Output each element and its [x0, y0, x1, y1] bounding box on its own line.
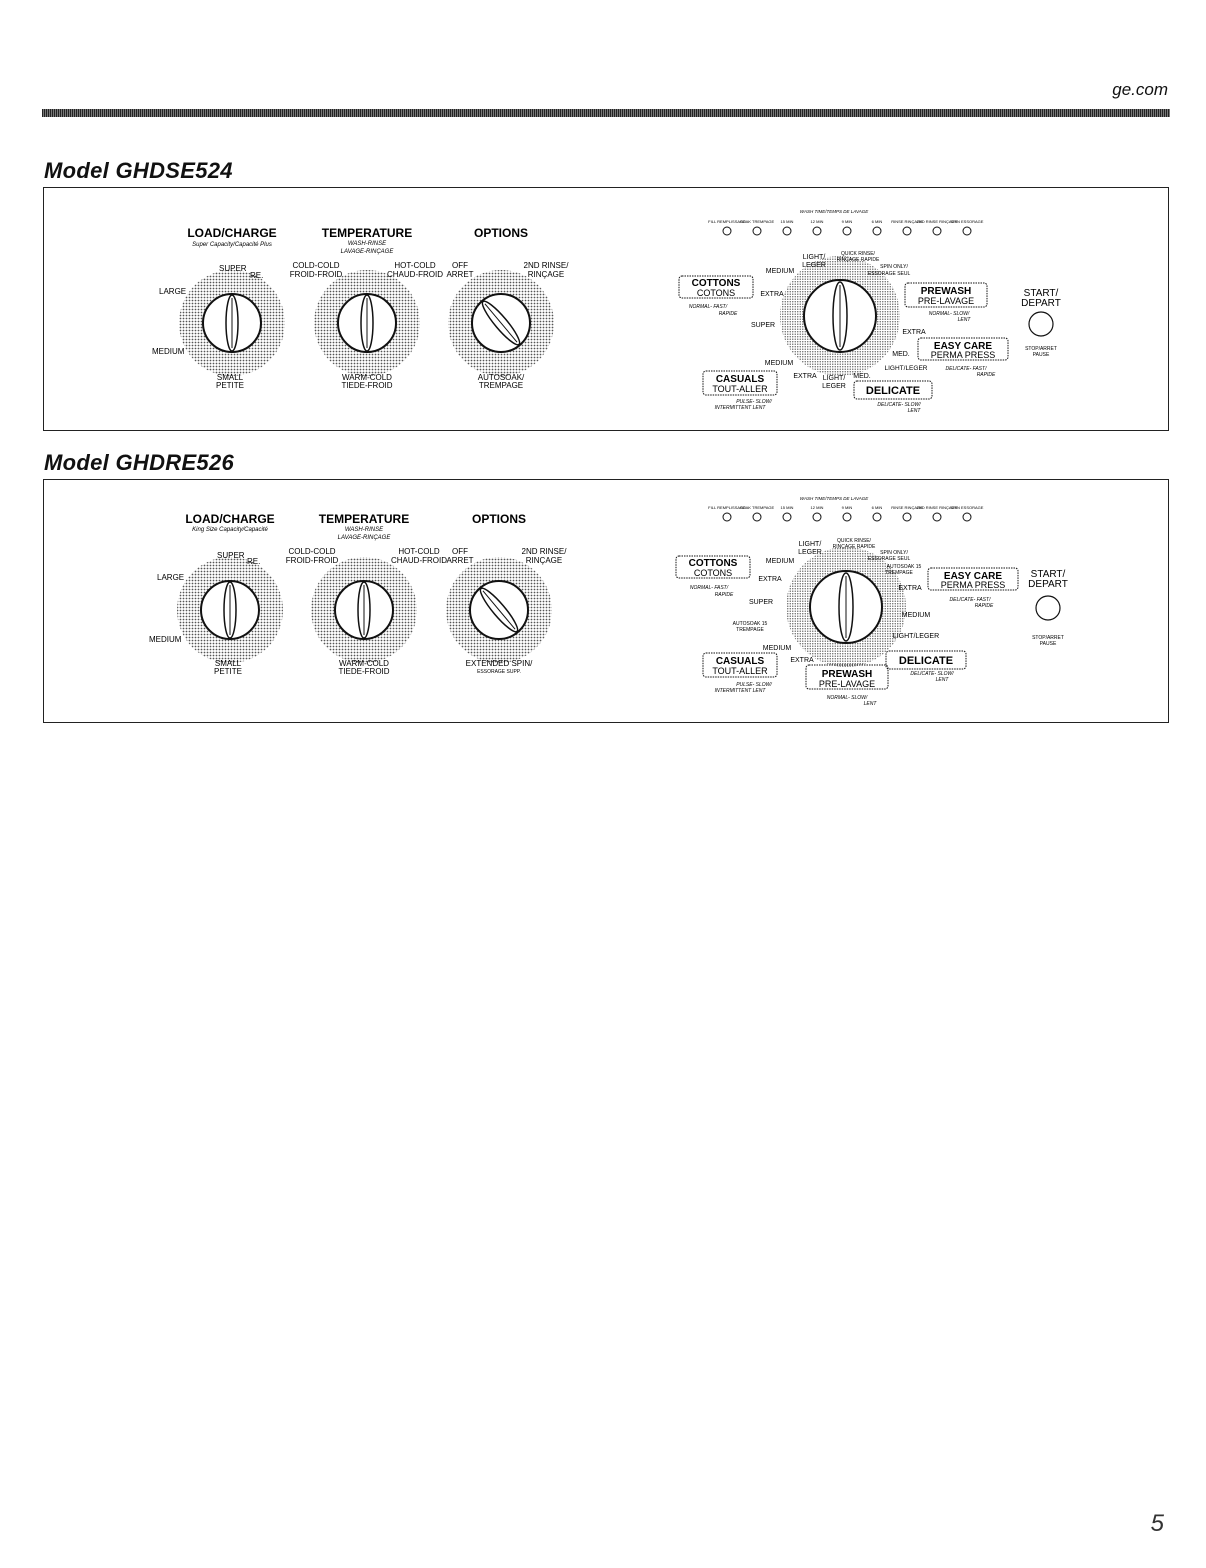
cycle-dial-group — [676, 538, 1018, 707]
cycle-leger3: LEGER — [822, 383, 846, 390]
temp-title: TEMPERATURE — [321, 226, 413, 240]
load-medium-label: MEDIUM — [152, 347, 185, 356]
start-group — [1028, 569, 1068, 647]
start-label: START/ — [1030, 569, 1066, 580]
easy-care-sub1: DELICATE- FAST/ — [949, 597, 991, 603]
delicate-sub2: LENT — [907, 408, 921, 414]
status-light — [753, 513, 761, 521]
temp-sub1: WASH-RINSE — [347, 241, 387, 247]
status-light-label: SOAK TREMPAGE — [739, 219, 775, 224]
pause-label: PAUSE — [1039, 641, 1057, 647]
temp-sub1: WASH-RINSE — [344, 527, 384, 533]
cycle-auto4: TREMPAGE — [736, 627, 764, 633]
status-light — [723, 513, 731, 521]
options-b1: AUTOSOAK/ — [477, 373, 525, 382]
status-light-label: 9 MIN — [841, 219, 853, 224]
cycle-extra: EXTRA — [758, 576, 782, 583]
options-tl2: ARRET — [446, 556, 474, 565]
stop-label: STOP/ARRET — [1032, 635, 1064, 641]
prewash-label: PREWASH — [920, 286, 972, 297]
cycle-medium: MEDIUM — [765, 268, 795, 275]
temp-b2: TIEDE-FROID — [341, 381, 393, 390]
load-title: LOAD/CHARGE — [185, 512, 275, 526]
load-medium-label: MEDIUM — [149, 635, 182, 644]
status-lights — [708, 496, 984, 521]
status-light — [933, 513, 941, 521]
prewash-label: PREWASH — [821, 669, 873, 680]
temp-tl1: COLD-COLD — [292, 261, 340, 270]
status-light — [783, 513, 791, 521]
options-tr1: 2ND RINSE/ — [523, 261, 569, 270]
status-light-label: SOAK TREMPAGE — [739, 505, 775, 510]
temp-sub2: LAVAGE-RINÇAGE — [340, 249, 394, 255]
cycle-extra3: EXTRA — [790, 657, 814, 664]
delicate-sub1: DELICATE- SLOW/ — [877, 402, 921, 408]
depart-label: DEPART — [1028, 579, 1068, 590]
options-b2: TREMPAGE — [478, 381, 524, 390]
cycle-auto1: AUTOSOAK 15 — [886, 564, 922, 570]
cotons-label: COTONS — [693, 568, 733, 578]
options-tl2: ARRET — [446, 270, 474, 279]
options-knob[interactable] — [472, 294, 530, 352]
temp-title: TEMPERATURE — [318, 512, 410, 526]
load-small-label: SMALL — [216, 373, 244, 382]
cycle-knob[interactable] — [804, 280, 876, 352]
load-title: LOAD/CHARGE — [187, 226, 277, 240]
header-rule — [42, 109, 1170, 117]
load-large-label: LARGE — [159, 287, 187, 296]
options-b2: ESSORAGE SUPP. — [477, 669, 521, 675]
delicate-sub1: DELICATE- SLOW/ — [910, 671, 954, 677]
model-title-2: Model GHDRE526 — [44, 450, 235, 475]
status-light — [933, 227, 941, 235]
temp-tl2: FROID-FROID — [285, 556, 339, 565]
cycle-super: SUPER — [750, 322, 776, 329]
load-knob-group — [149, 512, 283, 676]
status-header: WASH TIME/TEMPS DE LAVAGE — [799, 209, 869, 214]
load-knob[interactable] — [201, 581, 259, 639]
load-subtitle: Super Capacity/Capacité Plus — [192, 242, 272, 248]
depart-label: DEPART — [1021, 298, 1061, 309]
status-light — [813, 513, 821, 521]
status-light-label: 15 MIN — [780, 505, 794, 510]
status-lights — [708, 209, 984, 235]
options-title: OPTIONS — [471, 512, 527, 526]
start-group — [1021, 288, 1061, 358]
cotons-label: COTONS — [696, 288, 736, 298]
load-super-label: SUPER — [219, 264, 247, 273]
cycle-medium: MEDIUM — [765, 558, 795, 565]
cycle-spin1: SPIN ONLY/ — [880, 264, 908, 270]
delicate-label: DELICATE — [898, 655, 954, 667]
easy-care-sub2: RAPIDE — [976, 372, 996, 378]
casuals-sub2: INTERMITTENT LENT — [714, 688, 766, 694]
options-tl1: OFF — [452, 261, 468, 270]
status-light — [963, 227, 971, 235]
options-tr1: 2ND RINSE/ — [521, 547, 567, 556]
load-petite-label: PETITE — [215, 381, 245, 390]
cycle-light3: LIGHT/ — [822, 375, 846, 382]
status-light-label: 6 MIN — [871, 505, 883, 510]
options-tr2: RINÇAGE — [525, 556, 563, 565]
delicate-sub2: LENT — [935, 677, 949, 683]
prewash-sub2: LENT — [957, 317, 971, 323]
options-title: OPTIONS — [473, 226, 529, 240]
cycle-extra2: EXTRA — [902, 329, 926, 336]
status-light — [873, 513, 881, 521]
cycle-light1: LIGHT/ — [798, 541, 822, 548]
temp-tr2: CHAUD-FROID — [387, 270, 443, 279]
site-url: ge.com — [1112, 80, 1168, 99]
casuals-sub1: PULSE- SLOW/ — [736, 399, 772, 405]
easy-care-sub1: DELICATE- FAST/ — [945, 366, 987, 372]
cycle-quick2: RINÇAGE RAPIDE — [832, 544, 876, 550]
status-light — [783, 227, 791, 235]
cycle-light1: LIGHT/ — [802, 254, 826, 261]
load-subtitle: King Size Capacity/Capacité — [192, 527, 268, 533]
easy-care-sub2: RAPIDE — [974, 603, 994, 609]
cycle-med2: MED. — [853, 373, 871, 380]
cycle-dial-group — [679, 251, 1008, 414]
status-light — [843, 513, 851, 521]
perma-press-label: PERMA PRESS — [940, 580, 1006, 590]
status-light-label: 15 MIN — [780, 219, 794, 224]
temp-tr2: CHAUD-FROID — [391, 556, 447, 565]
status-header: WASH TIME/TEMPS DE LAVAGE — [799, 496, 869, 501]
status-light — [873, 227, 881, 235]
casuals-sub2: INTERMITTENT LENT — [714, 405, 766, 411]
cycle-lightleger: LIGHT/LEGER — [892, 633, 940, 640]
temp-b2: TIEDE-FROID — [338, 667, 390, 676]
casuals-label: CASUALS — [715, 374, 765, 385]
options-knob-group — [446, 226, 569, 390]
cycle-auto3: AUTOSOAK 15 — [732, 621, 768, 627]
options-tr2: RINÇAGE — [527, 270, 565, 279]
cycle-spin2: ESSORAGE SEUL — [867, 556, 911, 562]
cottons-sub1: NORMAL- FAST/ — [688, 304, 728, 310]
load-small-label: SMALL — [214, 659, 242, 668]
options-tl1: OFF — [452, 547, 468, 556]
status-light — [753, 227, 761, 235]
casuals-label: CASUALS — [715, 656, 765, 667]
page-number: 5 — [1150, 1510, 1164, 1537]
status-light-label: 9 MIN — [841, 505, 853, 510]
cycle-light2: LEGER — [798, 549, 822, 556]
status-light-label: RINSE RINÇAGE — [891, 219, 923, 224]
prelavage-label: PRE-LAVAGE — [818, 679, 876, 689]
options-knob-group — [446, 512, 567, 675]
load-knob-group — [152, 226, 285, 390]
cycle-spin1: SPIN ONLY/ — [880, 550, 908, 556]
prelavage-label: PRE-LAVAGE — [917, 296, 975, 306]
status-light-label: 12 MIN — [810, 219, 824, 224]
temp-tr1: HOT-COLD — [394, 261, 436, 270]
status-light — [903, 227, 911, 235]
temperature-knob-group — [290, 226, 443, 390]
prewash-sub1: NORMAL- SLOW/ — [928, 311, 970, 317]
cycle-knob[interactable] — [810, 571, 882, 643]
prewash-sub1: NORMAL- SLOW/ — [826, 695, 868, 701]
cycle-medium2: MEDIUM — [901, 612, 931, 619]
cycle-med: MED. — [892, 351, 910, 358]
cycle-spin2: ESSORAGE SEUL — [867, 271, 911, 277]
cycle-lightleger: LIGHT/LEGER — [884, 365, 928, 372]
start-button[interactable] — [1029, 312, 1053, 336]
status-light-label: RINSE RINÇAGE — [891, 505, 923, 510]
cycle-quick1: QUICK RINSE/ — [841, 251, 875, 257]
temp-tr1: HOT-COLD — [398, 547, 440, 556]
tout-aller-label: TOUT-ALLER — [712, 666, 768, 676]
load-super-label: SUPER — [217, 551, 245, 560]
status-light — [903, 513, 911, 521]
model-title-1: Model GHDSE524 — [44, 158, 233, 183]
load-re-label: RE. — [247, 557, 261, 566]
status-light — [843, 227, 851, 235]
temp-tl1: COLD-COLD — [288, 547, 336, 556]
cottons-sub2: RAPIDE — [718, 311, 738, 317]
status-light-label: FILL REMPLISSAGE — [708, 505, 746, 510]
temperature-knob-group — [286, 512, 447, 676]
cycle-extra: EXTRA — [760, 291, 784, 298]
cycle-medium2: MEDIUM — [764, 360, 794, 367]
temp-sub2: LAVAGE-RINÇAGE — [337, 535, 391, 541]
temp-tl2: FROID-FROID — [289, 270, 343, 279]
temperature-knob[interactable] — [335, 581, 393, 639]
load-large-label: LARGE — [157, 573, 185, 582]
status-light-label: FILL REMPLISSAGE — [708, 219, 746, 224]
cycle-auto2: TREMPAGE — [885, 570, 913, 576]
status-light-label: 12 MIN — [810, 505, 824, 510]
cycle-super: SUPER — [748, 599, 774, 606]
status-light-label: SPIN ESSORAGE — [950, 505, 984, 510]
easy-care-label: EASY CARE — [943, 571, 1003, 582]
cottons-label: COTTONS — [688, 558, 738, 569]
cycle-quick2: RINÇAGE RAPIDE — [836, 257, 880, 263]
prewash-sub2: LENT — [863, 701, 877, 707]
perma-press-label: PERMA PRESS — [930, 350, 996, 360]
status-light-label: 2ND RINSE RINÇAGE — [916, 219, 958, 224]
status-light — [963, 513, 971, 521]
cottons-sub2: RAPIDE — [714, 592, 734, 598]
cottons-sub1: NORMAL- FAST/ — [689, 585, 729, 591]
casuals-sub1: PULSE- SLOW/ — [736, 682, 772, 688]
control-panel-1 — [43, 187, 1169, 431]
status-light — [813, 227, 821, 235]
status-light-label: 2ND RINSE RINÇAGE — [916, 505, 958, 510]
stop-label: STOP/ARRET — [1025, 346, 1057, 352]
start-button[interactable] — [1036, 596, 1060, 620]
delicate-label: DELICATE — [865, 385, 921, 397]
status-light — [723, 227, 731, 235]
start-label: START/ — [1023, 288, 1059, 299]
pause-label: PAUSE — [1032, 352, 1050, 358]
options-knob[interactable] — [470, 581, 528, 639]
cycle-extra2: EXTRA — [898, 585, 922, 592]
cycle-quick1: QUICK RINSE/ — [837, 538, 871, 544]
control-panel-2 — [43, 479, 1169, 723]
temperature-knob[interactable] — [338, 294, 396, 352]
cycle-extra3: EXTRA — [793, 373, 817, 380]
temp-b1: WARM-COLD — [339, 659, 389, 668]
temp-b1: WARM-COLD — [342, 373, 392, 382]
options-b1: EXTENDED SPIN/ — [465, 659, 533, 668]
easy-care-label: EASY CARE — [933, 341, 993, 352]
status-light-label: 6 MIN — [871, 219, 883, 224]
cycle-light2: LEGER — [802, 262, 826, 269]
tout-aller-label: TOUT-ALLER — [712, 384, 768, 394]
status-light-label: SPIN ESSORAGE — [950, 219, 984, 224]
cycle-medium3: MEDIUM — [762, 645, 792, 652]
load-petite-label: PETITE — [213, 667, 243, 676]
load-knob[interactable] — [203, 294, 261, 352]
cottons-label: COTTONS — [691, 278, 741, 289]
load-re-label: RE. — [250, 271, 264, 280]
